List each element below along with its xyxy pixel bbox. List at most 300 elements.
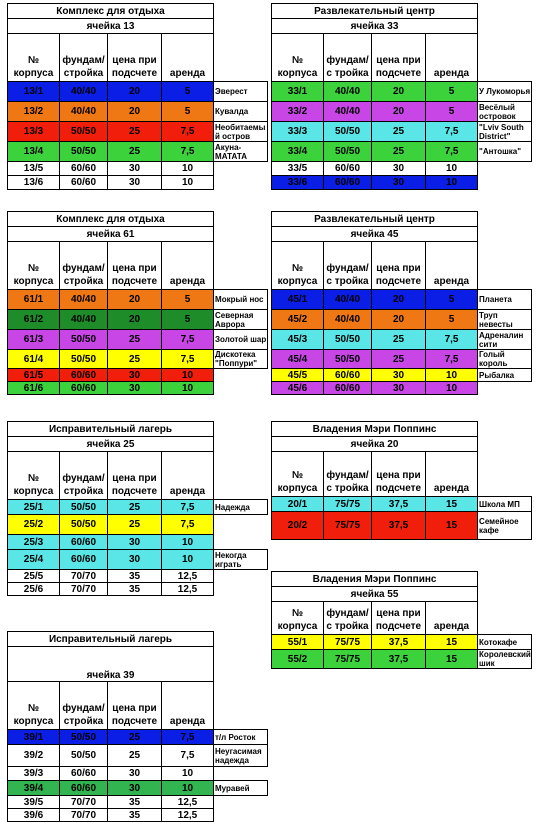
cell-rent: 5	[162, 82, 214, 102]
building-row	[272, 82, 532, 102]
building-row	[272, 512, 532, 540]
cell-rent: 10	[162, 767, 214, 781]
cell-rent: 7,5	[162, 350, 214, 369]
cell-fund: 40/40	[324, 310, 372, 330]
block-title: Владения Мэри Поппинс	[272, 422, 478, 437]
building-name: Дискотека "Поппури"	[214, 350, 268, 369]
header-row	[8, 34, 268, 82]
building-name	[214, 809, 268, 822]
building-name: Золотой шар	[214, 330, 268, 350]
spacer	[214, 632, 268, 647]
cell-fund: 60/60	[60, 781, 108, 796]
cell-num: 25/5	[8, 570, 60, 583]
building-name: Необитаемы й остров	[214, 122, 268, 142]
cell-price: 30	[108, 369, 162, 382]
building-row	[8, 550, 268, 570]
building-row	[8, 142, 268, 162]
cell-price: 37,5	[372, 635, 426, 650]
subtitle-row	[8, 227, 268, 242]
title-row	[272, 422, 532, 437]
block-title: Исправительный лагерь	[8, 632, 214, 647]
cell-num: 25/4	[8, 550, 60, 570]
building-name: "Антошка"	[478, 142, 532, 162]
cell-price: 35	[108, 796, 162, 809]
column-header: фундам/с тройка	[324, 34, 372, 82]
block-subtitle: ячейка 55	[272, 587, 478, 602]
building-row	[8, 350, 268, 369]
building-row	[8, 176, 268, 190]
building-row	[8, 583, 268, 596]
building-row	[272, 382, 532, 395]
cell-num: 61/6	[8, 382, 60, 395]
cell-rent: 5	[426, 290, 478, 310]
cell-fund: 40/40	[324, 82, 372, 102]
cell-price: 25	[372, 142, 426, 162]
building-name: т/л Росток	[214, 730, 268, 745]
cell-num: 39/4	[8, 781, 60, 796]
cell-rent: 10	[162, 162, 214, 176]
column-header: фундам/с тройка	[324, 452, 372, 497]
cell-price: 20	[372, 102, 426, 122]
building-name	[478, 382, 532, 395]
cell-num: 33/2	[272, 102, 324, 122]
building-name	[214, 382, 268, 395]
building-row	[8, 767, 268, 781]
cell-num: 25/3	[8, 535, 60, 550]
header-row	[8, 242, 268, 290]
building-name: Труп невесты	[478, 310, 532, 330]
building-name	[214, 515, 268, 535]
building-name: Голый король	[478, 350, 532, 369]
block-subtitle: ячейка 45	[272, 227, 478, 242]
column-header: цена при подсчете	[108, 34, 162, 82]
cell-num: 55/1	[272, 635, 324, 650]
cell-num: 33/4	[272, 142, 324, 162]
cell-table	[7, 631, 268, 822]
cell-price: 30	[372, 162, 426, 176]
cell-price: 20	[372, 82, 426, 102]
building-row	[8, 570, 268, 583]
cell-table	[271, 211, 532, 395]
building-name	[214, 162, 268, 176]
building-row	[272, 122, 532, 142]
building-name	[214, 570, 268, 583]
building-row	[272, 310, 532, 330]
column-header: цена при подсчете	[108, 682, 162, 730]
cell-fund: 70/70	[60, 583, 108, 596]
building-name: Семейное кафе	[478, 512, 532, 540]
cell-num: 55/2	[272, 650, 324, 669]
building-name: "Lviv South District"	[478, 122, 532, 142]
cell-num: 33/1	[272, 82, 324, 102]
building-row	[8, 781, 268, 796]
subtitle-row	[272, 437, 532, 452]
cell-rent: 15	[426, 635, 478, 650]
title-row	[8, 212, 268, 227]
column-header: фундам/ стройка	[60, 682, 108, 730]
cell-rent: 7,5	[162, 330, 214, 350]
building-row	[8, 796, 268, 809]
cell-num: 45/5	[272, 369, 324, 382]
building-row	[272, 162, 532, 176]
cell-rent: 5	[426, 82, 478, 102]
cell-num: 13/2	[8, 102, 60, 122]
cell-num: 61/3	[8, 330, 60, 350]
cell-fund: 40/40	[324, 290, 372, 310]
cell-rent: 15	[426, 497, 478, 512]
cell-num: 39/5	[8, 796, 60, 809]
cell-rent: 7,5	[162, 122, 214, 142]
header-row	[272, 452, 532, 497]
building-name: Некогда играть	[214, 550, 268, 570]
block-title: Комплекс для отдыха	[8, 212, 214, 227]
spacer	[478, 4, 532, 19]
building-name	[214, 369, 268, 382]
spacer	[478, 212, 532, 227]
cell-num: 39/1	[8, 730, 60, 745]
cell-rent: 7,5	[162, 515, 214, 535]
column-header: цена при подсчете	[372, 34, 426, 82]
title-row	[8, 632, 268, 647]
column-header: цена при подсчете	[372, 602, 426, 635]
cell-price: 30	[108, 781, 162, 796]
building-row	[272, 330, 532, 350]
cell-price: 30	[372, 176, 426, 190]
cell-fund: 60/60	[60, 162, 108, 176]
cell-rent: 5	[162, 102, 214, 122]
building-row	[8, 515, 268, 535]
spacer	[478, 242, 532, 290]
building-name: Эверест	[214, 82, 268, 102]
cell-price: 35	[108, 809, 162, 822]
building-name: Надежда	[214, 500, 268, 515]
cell-price: 37,5	[372, 497, 426, 512]
cell-table	[271, 571, 532, 669]
column-header: № корпуса	[8, 34, 60, 82]
building-row	[8, 745, 268, 767]
building-row	[8, 535, 268, 550]
column-header: аренда	[426, 602, 478, 635]
cell-num: 20/2	[272, 512, 324, 540]
cell-fund: 50/50	[60, 515, 108, 535]
column-header: № корпуса	[8, 682, 60, 730]
cell-price: 30	[108, 176, 162, 190]
cell-price: 25	[108, 745, 162, 767]
building-row	[8, 122, 268, 142]
cell-rent: 10	[162, 176, 214, 190]
cell-fund: 40/40	[60, 102, 108, 122]
spacer	[214, 422, 268, 437]
cell-rent: 10	[426, 382, 478, 395]
spacer	[478, 19, 532, 34]
cell-table	[271, 421, 532, 540]
building-name: Рыбалка	[478, 369, 532, 382]
building-row	[272, 369, 532, 382]
subtitle-row	[272, 227, 532, 242]
building-row	[8, 730, 268, 745]
cell-price: 30	[108, 382, 162, 395]
cell-fund: 50/50	[324, 350, 372, 369]
spacer	[214, 34, 268, 82]
cell-rent: 10	[162, 382, 214, 395]
cell-price: 30	[108, 550, 162, 570]
cell-num: 13/3	[8, 122, 60, 142]
cell-num: 25/2	[8, 515, 60, 535]
subtitle-row	[8, 19, 268, 34]
cell-rent: 5	[162, 310, 214, 330]
block-subtitle: ячейка 33	[272, 19, 478, 34]
building-row	[8, 500, 268, 515]
block-cell-13	[7, 3, 268, 190]
cell-fund: 50/50	[324, 122, 372, 142]
cell-num: 13/4	[8, 142, 60, 162]
cell-num: 39/2	[8, 745, 60, 767]
subtitle-row	[272, 19, 532, 34]
cell-rent: 12,5	[162, 809, 214, 822]
cell-rent: 10	[162, 550, 214, 570]
building-name: Муравей	[214, 781, 268, 796]
building-row	[272, 102, 532, 122]
cell-fund: 60/60	[324, 369, 372, 382]
column-header: фундам/ стройка	[60, 242, 108, 290]
building-row	[272, 350, 532, 369]
cell-rent: 10	[426, 162, 478, 176]
block-cell-39	[7, 631, 268, 822]
building-row	[272, 650, 532, 669]
cell-fund: 50/50	[60, 122, 108, 142]
cell-price: 25	[108, 350, 162, 369]
cell-num: 39/3	[8, 767, 60, 781]
column-header: цена при подсчете	[372, 242, 426, 290]
cell-fund: 75/75	[324, 650, 372, 669]
building-name	[214, 796, 268, 809]
spacer	[478, 452, 532, 497]
header-row	[8, 452, 268, 500]
cell-fund: 70/70	[60, 796, 108, 809]
cell-price: 25	[108, 730, 162, 745]
cell-price: 30	[372, 369, 426, 382]
building-name: Кувалда	[214, 102, 268, 122]
column-header: фундам/с тройка	[324, 602, 372, 635]
spacer	[478, 34, 532, 82]
spacer	[214, 647, 268, 682]
cell-num: 13/6	[8, 176, 60, 190]
cell-num: 61/1	[8, 290, 60, 310]
block-cell-61	[7, 211, 268, 395]
cell-rent: 10	[426, 369, 478, 382]
cell-price: 25	[108, 500, 162, 515]
cell-rent: 5	[162, 290, 214, 310]
cell-fund: 60/60	[60, 535, 108, 550]
cell-fund: 60/60	[60, 767, 108, 781]
building-row	[8, 162, 268, 176]
cell-rent: 10	[162, 369, 214, 382]
cell-fund: 40/40	[60, 82, 108, 102]
column-header: фундам/ стройка	[60, 452, 108, 500]
cell-price: 25	[108, 330, 162, 350]
block-title: Комплекс для отдыха	[8, 4, 214, 19]
cell-num: 45/4	[272, 350, 324, 369]
building-name: Неугасимая надежда	[214, 745, 268, 767]
building-row	[8, 82, 268, 102]
cell-table	[7, 211, 268, 395]
cell-price: 20	[108, 310, 162, 330]
cell-num: 45/1	[272, 290, 324, 310]
spacer	[478, 227, 532, 242]
block-cell-55	[271, 571, 532, 669]
cell-price: 20	[108, 290, 162, 310]
block-subtitle: ячейка 25	[8, 437, 214, 452]
cell-fund: 60/60	[60, 382, 108, 395]
cell-num: 25/1	[8, 500, 60, 515]
cell-rent: 7,5	[162, 745, 214, 767]
building-name: Северная Аврора	[214, 310, 268, 330]
header-row	[272, 242, 532, 290]
building-name: Королевский шик	[479, 650, 531, 668]
cell-rent: 5	[426, 310, 478, 330]
block-title: Владения Мэри Поппинс	[272, 572, 478, 587]
cell-fund: 50/50	[60, 142, 108, 162]
title-row	[8, 4, 268, 19]
cell-fund: 70/70	[60, 570, 108, 583]
column-header: № корпуса	[272, 242, 324, 290]
building-name	[478, 162, 532, 176]
building-name: Акуна-МАТАТА	[214, 142, 268, 162]
cell-fund: 50/50	[60, 745, 108, 767]
header-row	[272, 602, 532, 635]
title-row	[272, 4, 532, 19]
spacer	[214, 437, 268, 452]
spacer	[214, 242, 268, 290]
block-title: Исправительный лагерь	[8, 422, 214, 437]
cell-price: 25	[372, 122, 426, 142]
subtitle-row	[272, 587, 532, 602]
cell-table	[271, 3, 532, 190]
cell-num: 13/5	[8, 162, 60, 176]
building-row	[8, 369, 268, 382]
cell-price: 30	[108, 767, 162, 781]
cell-rent: 10	[162, 535, 214, 550]
column-header: аренда	[426, 34, 478, 82]
column-header: № корпуса	[8, 242, 60, 290]
spacer	[214, 452, 268, 500]
cell-price: 30	[372, 382, 426, 395]
cell-price: 20	[108, 102, 162, 122]
cell-fund: 60/60	[324, 382, 372, 395]
building-row	[8, 310, 268, 330]
cell-rent: 7,5	[162, 730, 214, 745]
cell-num: 33/5	[272, 162, 324, 176]
cell-fund: 50/50	[60, 350, 108, 369]
column-header: аренда	[162, 34, 214, 82]
building-row	[272, 635, 532, 650]
cell-rent: 7,5	[426, 350, 478, 369]
cell-num: 61/2	[8, 310, 60, 330]
cell-rent: 12,5	[162, 796, 214, 809]
header-row	[8, 682, 268, 730]
column-header: фундам/ стройка	[60, 34, 108, 82]
cell-num: 25/6	[8, 583, 60, 596]
cell-fund: 60/60	[60, 369, 108, 382]
header-row	[272, 34, 532, 82]
cell-price: 20	[372, 310, 426, 330]
column-header: аренда	[162, 682, 214, 730]
building-row	[8, 330, 268, 350]
subtitle-row	[8, 647, 268, 682]
building-name	[214, 767, 268, 781]
cell-price: 35	[108, 583, 162, 596]
building-row	[8, 102, 268, 122]
block-subtitle: ячейка 61	[8, 227, 214, 242]
cell-fund: 75/75	[324, 497, 372, 512]
block-subtitle: ячейка 13	[8, 19, 214, 34]
cell-price: 20	[108, 82, 162, 102]
cell-price: 30	[108, 162, 162, 176]
block-title: Развлекательный центр	[272, 4, 478, 19]
cell-fund: 50/50	[60, 500, 108, 515]
spacer	[478, 437, 532, 452]
cell-num: 45/6	[272, 382, 324, 395]
cell-num: 20/1	[272, 497, 324, 512]
column-header: № корпуса	[272, 602, 324, 635]
cell-rent: 7,5	[426, 142, 478, 162]
cell-rent: 7,5	[162, 500, 214, 515]
building-name: Адреналин сити	[478, 330, 532, 350]
building-name: Мокрый нос	[214, 290, 268, 310]
cell-fund: 50/50	[324, 142, 372, 162]
building-name: Планета	[478, 290, 532, 310]
cell-price: 25	[372, 330, 426, 350]
cell-rent: 15	[426, 512, 478, 540]
cell-fund: 40/40	[60, 290, 108, 310]
block-title: Развлекательный центр	[272, 212, 478, 227]
cell-fund: 50/50	[60, 730, 108, 745]
column-header: аренда	[426, 242, 478, 290]
cell-num: 61/5	[8, 369, 60, 382]
cell-fund: 75/75	[324, 635, 372, 650]
cell-fund: 40/40	[60, 310, 108, 330]
cell-price: 25	[108, 515, 162, 535]
cell-table	[7, 421, 268, 596]
cell-num: 33/3	[272, 122, 324, 142]
building-row	[8, 809, 268, 822]
column-header: цена при подсчете	[372, 452, 426, 497]
cell-num: 39/6	[8, 809, 60, 822]
cell-fund: 60/60	[324, 176, 372, 190]
building-row	[272, 176, 532, 190]
title-row	[8, 422, 268, 437]
cell-rent: 12,5	[162, 570, 214, 583]
spacer	[214, 227, 268, 242]
subtitle-row	[8, 437, 268, 452]
block-cell-45	[271, 211, 532, 395]
cell-price: 37,5	[372, 512, 426, 540]
cell-price: 25	[108, 122, 162, 142]
cell-rent: 5	[426, 102, 478, 122]
cell-price: 37,5	[372, 650, 426, 669]
building-name: Весёлый островок	[478, 102, 532, 122]
column-header: цена при подсчете	[108, 452, 162, 500]
cell-rent: 15	[426, 650, 478, 669]
cell-rent: 7,5	[162, 142, 214, 162]
column-header: № корпуса	[272, 452, 324, 497]
spacer	[478, 422, 532, 437]
building-name	[214, 176, 268, 190]
spacer	[214, 682, 268, 730]
block-cell-20	[271, 421, 532, 540]
building-row	[272, 497, 532, 512]
cell-rent: 7,5	[426, 330, 478, 350]
